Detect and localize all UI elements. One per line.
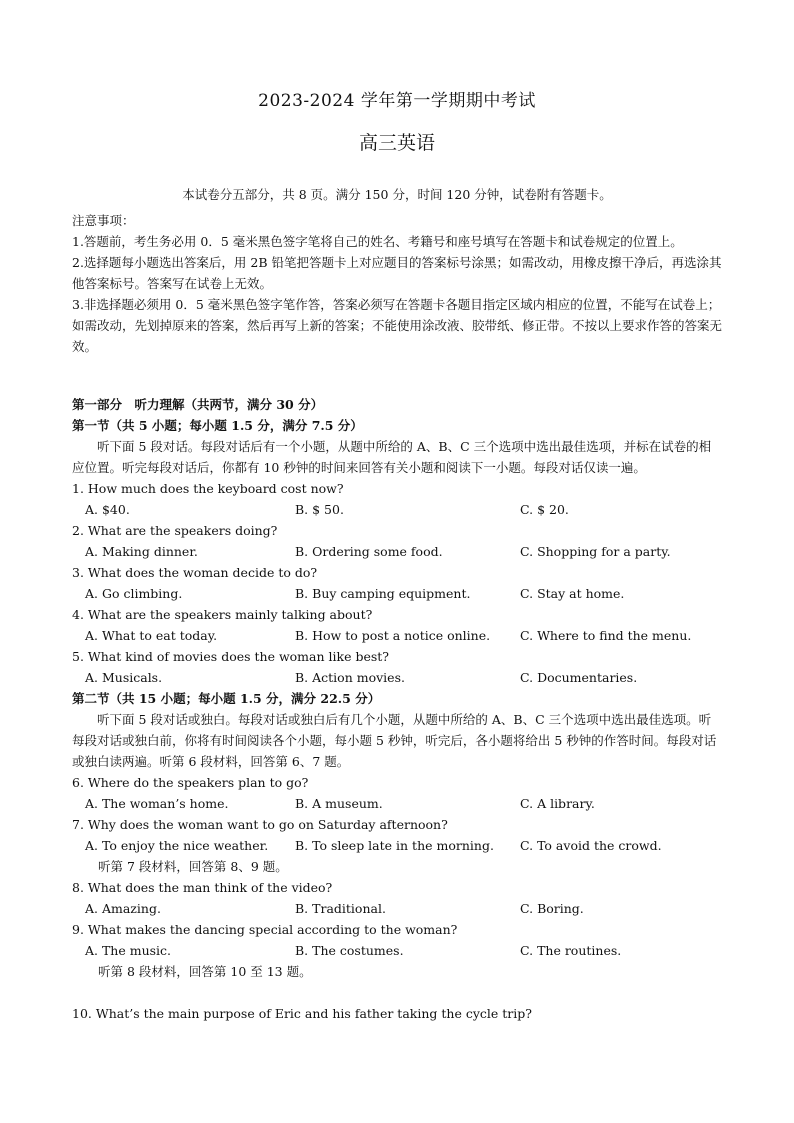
notice-heading: 注意事项： <box>72 213 135 228</box>
option-c: C. The routines. <box>520 943 622 958</box>
options-row <box>72 835 722 856</box>
part1-heading: 第一部分 听力理解（共两节，满分 30 分） <box>72 397 324 412</box>
option-b: B. $ 50. <box>295 502 344 517</box>
option-a: A. To enjoy the nice weather. <box>85 838 269 853</box>
option-c: C. A library. <box>520 796 595 811</box>
part1-listening <box>72 394 722 1024</box>
option-c: C. Where to find the menu. <box>520 628 692 643</box>
material-note: 听第 7 段材料，回答第 8、9 题。 <box>98 859 288 874</box>
notice-item: 2.选择题每小题选出答案后，用 2B 铅笔把答题卡上对应题目的答案标号涂黑；如需改动，用橡皮擦干净后，再选涂其他答案标号。答案写在试卷上无效。 <box>72 255 722 291</box>
options-row <box>72 940 722 961</box>
section2-instructions: 听下面 5 段对话或独白。每段对话或独白后有几个小题，从题中所给的 A、B、C 三个选项中选出最佳选项。听每段对话或独白前，你将有时间阅读各个小题，每小题 5 秒钟，听完后，各小题将给出 5 秒钟的作答时间。每段对话或独白读两遍。听第 6 段材料，回答第 6、7 题。 <box>72 712 717 769</box>
option-a: A. $40. <box>85 502 130 517</box>
option-a: A. Making dinner. <box>85 544 198 559</box>
options-row <box>72 793 722 814</box>
option-b: B. Buy camping equipment. <box>295 586 471 601</box>
option-c: C. Stay at home. <box>520 586 625 601</box>
notice-item: 3.非选择题必须用 0．5 毫米黑色签字笔作答，答案必须写在答题卡各题目指定区域内相应的位置，不能写在试卷上；如需改动，先划掉原来的答案，然后再写上新的答案；不能使用涂改液、胶带纸、修正带。不按以上要求作答的答案无效。 <box>72 297 723 354</box>
options-row <box>72 499 722 520</box>
option-a: A. The music. <box>85 943 172 958</box>
question: 6. Where do the speakers plan to go? <box>72 775 309 790</box>
question: 7. Why does the woman want to go on Saturday afternoon? <box>72 817 448 832</box>
options-row <box>72 541 722 562</box>
question: 1. How much does the keyboard cost now? <box>72 481 344 496</box>
exam-intro: 本试卷分五部分，共 8 页。满分 150 分，时间 120 分钟，试卷附有答题卡。 <box>182 187 612 202</box>
question: 2. What are the speakers doing? <box>72 523 278 538</box>
question: 5. What kind of movies does the woman like best? <box>72 649 389 664</box>
notice-item: 1.答题前，考生务必用 0．5 毫米黑色签字笔将自己的姓名、考籍号和座号填写在答题卡和试卷规定的位置上。 <box>72 234 683 249</box>
exam-subtitle: 高三英语 <box>358 132 435 154</box>
option-a: A. Musicals. <box>85 670 163 685</box>
question: 9. What makes the dancing special according to the woman? <box>72 922 458 937</box>
options-row <box>72 898 722 919</box>
option-a: A. What to eat today. <box>85 628 218 643</box>
question: 4. What are the speakers mainly talking about? <box>72 607 373 622</box>
options-row <box>72 625 722 646</box>
option-a: A. Amazing. <box>85 901 161 916</box>
question: 10. What’s the main purpose of Eric and his father taking the cycle trip? <box>72 1006 532 1021</box>
option-a: A. The woman’s home. <box>85 796 229 811</box>
option-c: C. To avoid the crowd. <box>520 838 662 853</box>
option-c: C. Shopping for a party. <box>520 544 671 559</box>
exam-title: 2023-2024 学年第一学期期中考试 <box>258 91 536 111</box>
options-row <box>72 583 722 604</box>
question: 8. What does the man think of the video? <box>72 880 333 895</box>
option-b: B. The costumes. <box>295 943 404 958</box>
option-b: B. Traditional. <box>295 901 386 916</box>
option-b: B. A museum. <box>295 796 383 811</box>
option-c: C. Documentaries. <box>520 670 638 685</box>
option-b: B. To sleep late in the morning. <box>295 838 494 853</box>
option-b: B. Action movies. <box>295 670 405 685</box>
option-c: C. $ 20. <box>520 502 569 517</box>
option-a: A. Go climbing. <box>85 586 183 601</box>
section1-instructions: 听下面 5 段对话。每段对话后有一个小题，从题中所给的 A、B、C 三个选项中选出最佳选项，并标在试卷的相应位置。听完每段对话后，你都有 10 秒钟的时间来回答有关小题和阅读下一小题。每段对话仅读一遍。 <box>72 439 712 475</box>
material-note: 听第 8 段材料，回答第 10 至 13 题。 <box>98 964 312 979</box>
notice-block <box>72 210 722 357</box>
section2-heading: 第二节（共 15 小题；每小题 1.5 分，满分 22.5 分） <box>72 691 381 706</box>
options-row <box>72 667 722 688</box>
section1-heading: 第一节（共 5 小题；每小题 1.5 分，满分 7.5 分） <box>72 418 363 433</box>
option-b: B. Ordering some food. <box>295 544 443 559</box>
question: 3. What does the woman decide to do? <box>72 565 318 580</box>
option-c: C. Boring. <box>520 901 584 916</box>
option-b: B. How to post a notice online. <box>295 628 491 643</box>
